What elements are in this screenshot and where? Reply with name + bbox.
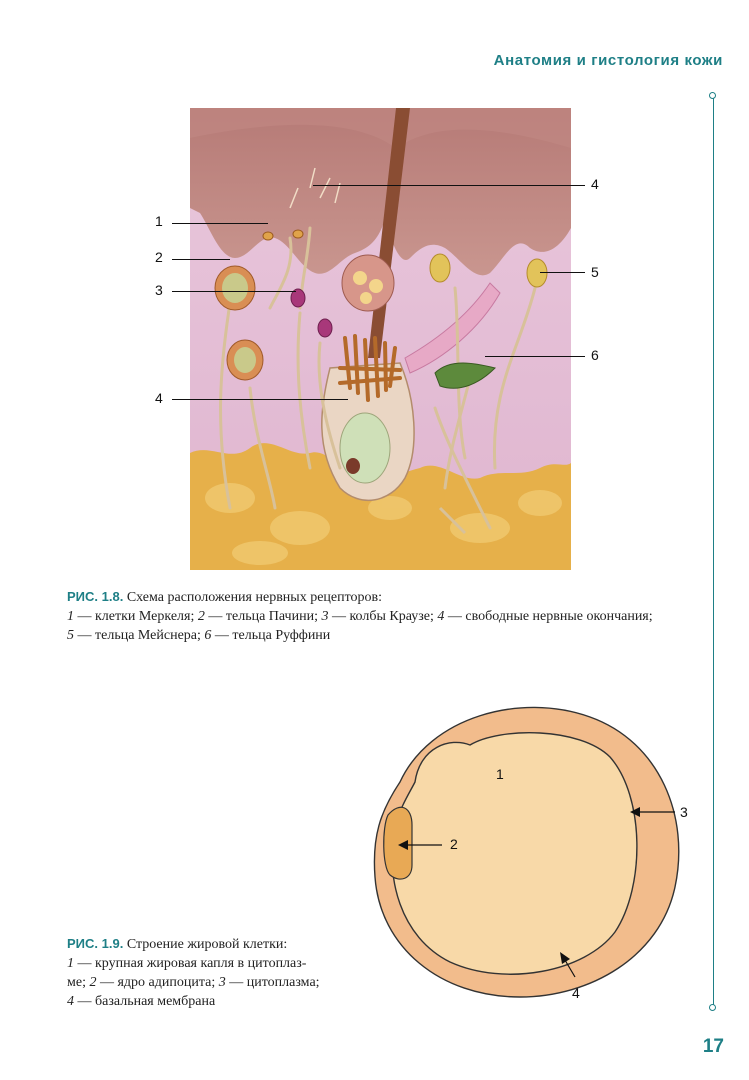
leader-4b bbox=[172, 399, 348, 400]
fig-1-9-callout-4: 4 bbox=[572, 985, 580, 1001]
caption-item-number: 2 bbox=[89, 975, 97, 990]
fig-1-9-callout-2: 2 bbox=[450, 836, 458, 852]
page-number: 17 bbox=[702, 1036, 724, 1057]
callout-1: 1 bbox=[155, 213, 163, 229]
caption-number: РИС. 1.8. bbox=[67, 589, 124, 604]
callout-3: 3 bbox=[155, 282, 163, 298]
caption-item-text: — тельца Руффини bbox=[211, 628, 331, 643]
callout-2: 2 bbox=[155, 249, 163, 265]
caption-item-text: — тельца Пачини; bbox=[204, 609, 322, 624]
caption-item-text: ме; bbox=[67, 975, 90, 990]
callout-4-lower: 4 bbox=[155, 390, 163, 406]
caption-item-text: — базальная мембрана bbox=[74, 994, 216, 1009]
caption-item-number: 1 bbox=[67, 609, 74, 624]
caption-number: РИС. 1.9. bbox=[67, 936, 124, 951]
caption-item-text: — цитоплазма; bbox=[225, 975, 320, 990]
callout-5: 5 bbox=[591, 264, 599, 280]
leader-1 bbox=[172, 223, 268, 224]
leader-5 bbox=[540, 272, 585, 273]
caption-title: Строение жировой клетки: bbox=[123, 937, 288, 952]
caption-item-number: 4 bbox=[437, 609, 445, 624]
caption-item-number: 3 bbox=[218, 975, 226, 990]
leader-6 bbox=[485, 356, 585, 357]
caption-item-text: — крупная жировая капля в цитоплаз- bbox=[74, 956, 307, 971]
callout-4-upper: 4 bbox=[591, 176, 599, 192]
fig-1-9-callout-1: 1 bbox=[496, 766, 504, 782]
running-header: Анатомия и гистология кожи bbox=[493, 52, 723, 69]
side-rule bbox=[713, 96, 714, 1008]
callout-6: 6 bbox=[591, 347, 599, 363]
leader-2 bbox=[172, 259, 230, 260]
fat-cell-diagram bbox=[370, 697, 690, 1007]
fig-1-9-callout-3: 3 bbox=[680, 804, 688, 820]
caption-fig-1-9 bbox=[67, 934, 367, 1011]
caption-item-number: 3 bbox=[321, 609, 329, 624]
caption-item-number: 5 bbox=[67, 628, 74, 643]
sebaceous-gland bbox=[342, 255, 394, 311]
caption-item-text: — колбы Краузе; bbox=[328, 609, 438, 624]
caption-item-number: 1 bbox=[67, 956, 74, 971]
skin-receptors-illustration bbox=[190, 108, 571, 570]
caption-item-text: — клетки Меркеля; bbox=[74, 609, 198, 624]
rule-dot-top bbox=[709, 92, 716, 99]
caption-item-text: — тельца Мейснера; bbox=[74, 628, 205, 643]
rule-dot-bottom bbox=[709, 1004, 716, 1011]
caption-title: Схема расположения нервных рецепторов: bbox=[123, 590, 383, 605]
caption-item-number: 6 bbox=[204, 628, 212, 643]
leader-3 bbox=[172, 291, 296, 292]
leader-4a bbox=[313, 185, 585, 186]
caption-item-text: — ядро адипоцита; bbox=[96, 975, 219, 990]
caption-item-number: 4 bbox=[67, 994, 74, 1009]
caption-item-text: — свободные нервные окончания; bbox=[444, 609, 653, 624]
caption-item-number: 2 bbox=[197, 609, 205, 624]
caption-fig-1-8 bbox=[67, 587, 707, 645]
lipid-droplet bbox=[392, 733, 637, 975]
